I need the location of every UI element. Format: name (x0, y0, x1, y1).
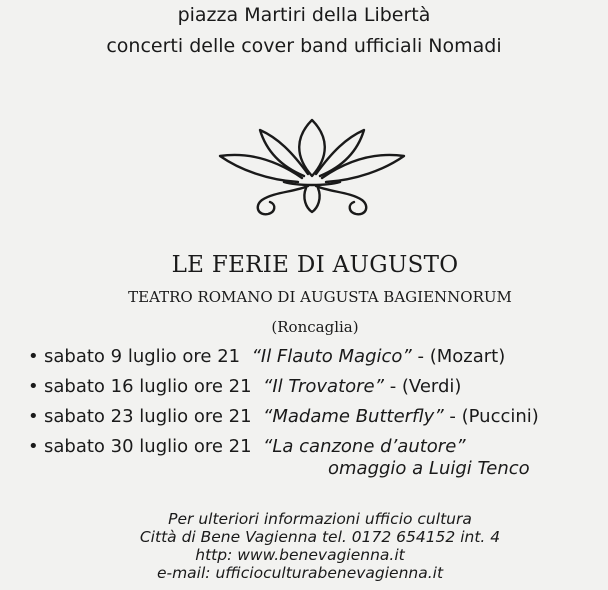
event-work: “La canzone d’autore” (263, 436, 466, 457)
section-place: (Roncaglia) (271, 318, 359, 336)
info-phone: Città di Bene Vagienna tel. 0172 654152 int. 4 (139, 528, 501, 546)
event-item (28, 376, 608, 406)
event-date: sabato 23 luglio ore 21 (44, 406, 252, 427)
bullet: • (28, 346, 39, 367)
event-item (28, 346, 608, 376)
info-line: Per ulteriori informazioni ufficio cultura (168, 510, 472, 528)
section-subtitle: TEATRO ROMANO DI AUGUSTA BAGIENNORUM (128, 288, 512, 306)
event-extra: omaggio a Luigi Tenco (328, 458, 530, 479)
header-venue: piazza Martiri della Libertà (177, 4, 431, 26)
lotus-flower-ornament-icon (214, 112, 410, 220)
event-item (28, 406, 608, 436)
event-date: sabato 30 luglio ore 21 (44, 436, 252, 457)
event-work: “Madame Butterfly” (263, 406, 444, 427)
event-composer: - (Puccini) (449, 406, 539, 427)
events-list (28, 346, 608, 479)
event-item (28, 436, 608, 479)
info-website: http: www.benevagienna.it (195, 546, 405, 564)
event-composer: - (Mozart) (417, 346, 506, 367)
event-work: “Il Trovatore” (263, 376, 384, 397)
bullet: • (28, 376, 39, 397)
bullet: • (28, 406, 39, 427)
event-date: sabato 9 luglio ore 21 (44, 346, 241, 367)
section-title: LE FERIE DI AUGUSTO (171, 252, 459, 278)
event-work: “Il Flauto Magico” (251, 346, 412, 367)
event-composer: - (Verdi) (389, 376, 462, 397)
info-email: e-mail: ufficioculturabenevagienna.it (156, 564, 444, 582)
event-date: sabato 16 luglio ore 21 (44, 376, 252, 397)
header-concerts: concerti delle cover band ufficiali Nomadi (106, 35, 502, 57)
bullet: • (28, 436, 39, 457)
